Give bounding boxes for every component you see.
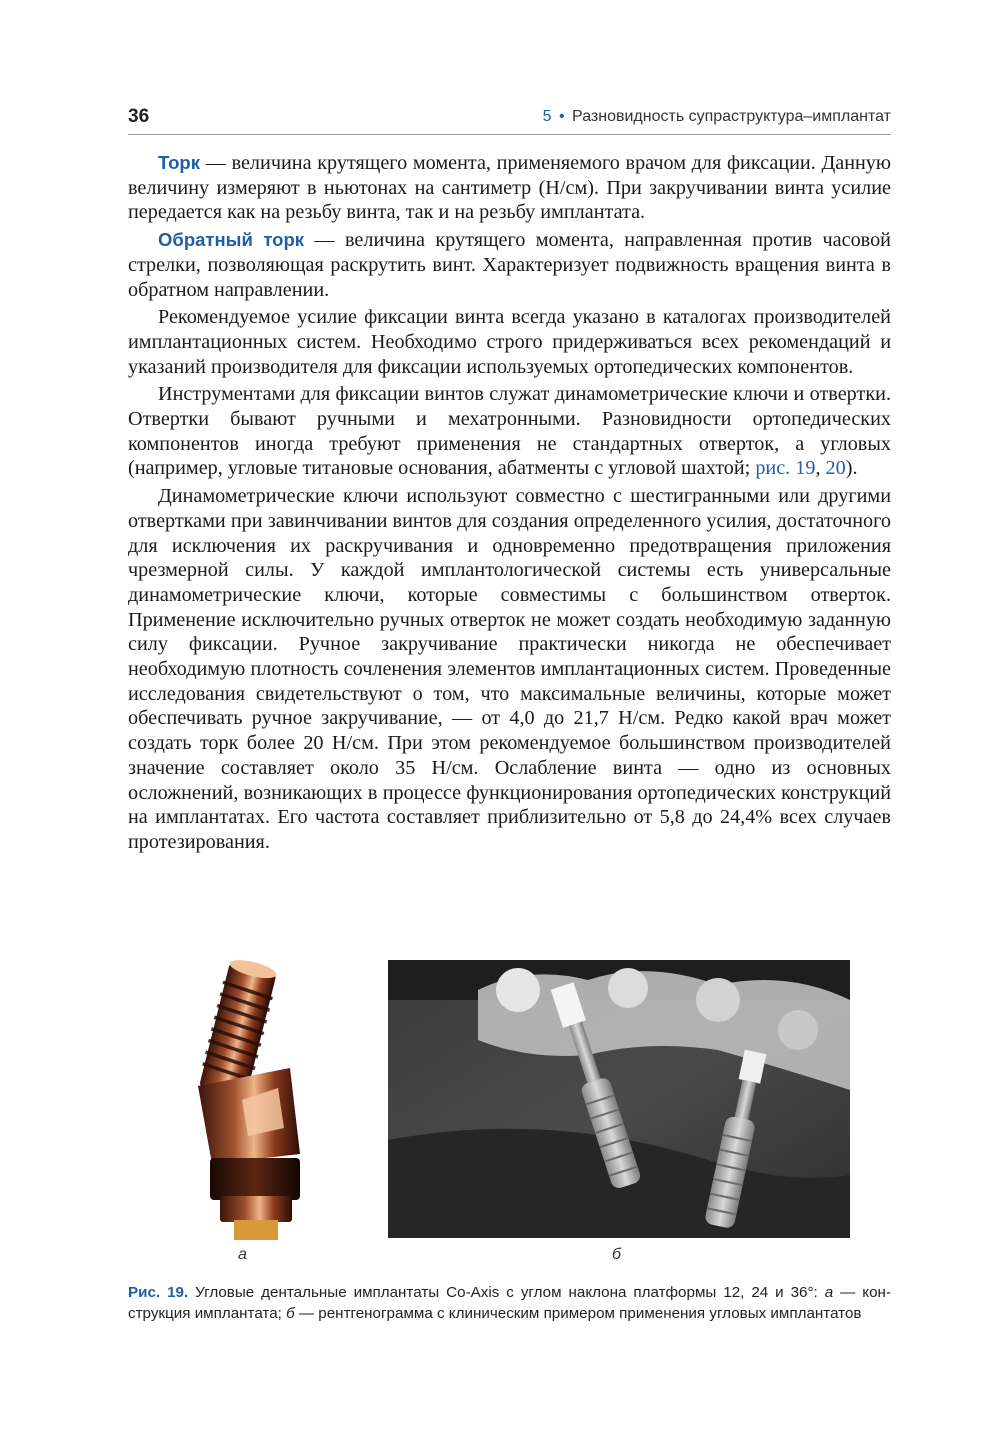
paragraph-text: Инструментами для фиксации винтов служат динамометрические ключи и отвертки. Отвертки бывают ручными и мехатронными. Разновидности ортопедических компонентов иногда требуют применения не стандартных отверток, а угловых (например, угловые титановые основания, абатменты с угловой шахтой;	[128, 383, 891, 480]
chapter-number: 5	[542, 108, 552, 125]
caption-end: — рентгенограмма с клиническим примером применения угловых имплантатов	[294, 1305, 862, 1322]
paragraph-torque	[128, 151, 891, 225]
figure-label-b: б	[612, 1246, 621, 1263]
caption-mid: — конструкция имплантата;	[128, 1284, 891, 1322]
term-reverse-torque: Обратный торк	[158, 229, 304, 251]
paragraph-torque-wrenches: Динамометрические ключи используют совместно с шестигранными или другими отвертками при завинчивании винтов для создания определенного усилия, достаточного для исключения их раскручивания и одновременно предотвращения приложения чрезмерной силы. У каждой имплантологической системы есть универсальные динамометрические ключи, которые совместимы с большинством отверток. Применение исключительно ручных отверток не может создать необходимую заданную силу фиксации. Ручное закручивание практически никогда не обеспечивает необходимую плотность сочленения элементов имплантационных систем. Проведенные исследования свидетельствуют о том, что максимальные величины, которые может обеспечивать ручное закручивание, — от 4,0 до 21,7 Н/см. Редко какой врач может создать торк более 20 Н/см. При этом рекомендуемое большинством производителей значение составляет около 35 Н/см. Ослабление винта — одно из основных осложнений, возникающих в процессе функционирования ортопедических конструкций на имплантатах. Его частота составляет приблизительно от 5,8 до 24,4% всех случаев протезирования.	[128, 485, 891, 853]
caption-b: б	[286, 1305, 295, 1322]
term-torque: Торк	[158, 152, 200, 173]
paragraph-end: ).	[845, 457, 858, 480]
running-title	[543, 108, 891, 126]
xray-image	[388, 960, 850, 1238]
paragraph-recommended-force: Рекомендуемое усилие фиксации винта всегда указано в каталогах производителей имплантационных систем. Необходимо строго придерживаться всех рекомендаций и указаний производителя для фиксации используемых ортопедических компонентов.	[128, 306, 891, 378]
paragraph-instruments	[128, 382, 891, 481]
chapter-title: Разновидность супраструктура–имплантат	[572, 108, 891, 125]
running-header	[128, 104, 891, 135]
figure-caption	[128, 1282, 891, 1324]
figure-ref-20[interactable]: 20	[825, 457, 846, 480]
implant-photo	[150, 958, 335, 1240]
ref-separator: ,	[815, 457, 826, 480]
bullet-icon: •	[558, 108, 565, 125]
figure-label-a: а	[238, 1246, 247, 1263]
paragraph-text: — величина крутящего момента, применяемого врачом для фиксации. Данную величину измеряют в ньютонах на сантиметр (Н/см). При закручивании винта усилие передается как на резьбу винта, так и на резьбу имплантата.	[128, 152, 891, 224]
caption-label: Рис. 19.	[128, 1284, 189, 1301]
figure-ref-19[interactable]: рис. 19	[755, 457, 816, 480]
paragraph-reverse-torque	[128, 228, 891, 302]
caption-a: а	[824, 1284, 834, 1301]
page-number: 36	[128, 106, 150, 127]
caption-text: Угловые дентальные имплантаты Co-Axis с углом наклона платформы 12, 24 и 36°:	[188, 1284, 825, 1301]
paragraph-text: — величина крутящего момента, направленная против часовой стрелки, позволяющая раскрутить винт. Характеризует подвижность вращения винта в обратном направлении.	[128, 229, 891, 301]
body-text	[128, 151, 891, 858]
